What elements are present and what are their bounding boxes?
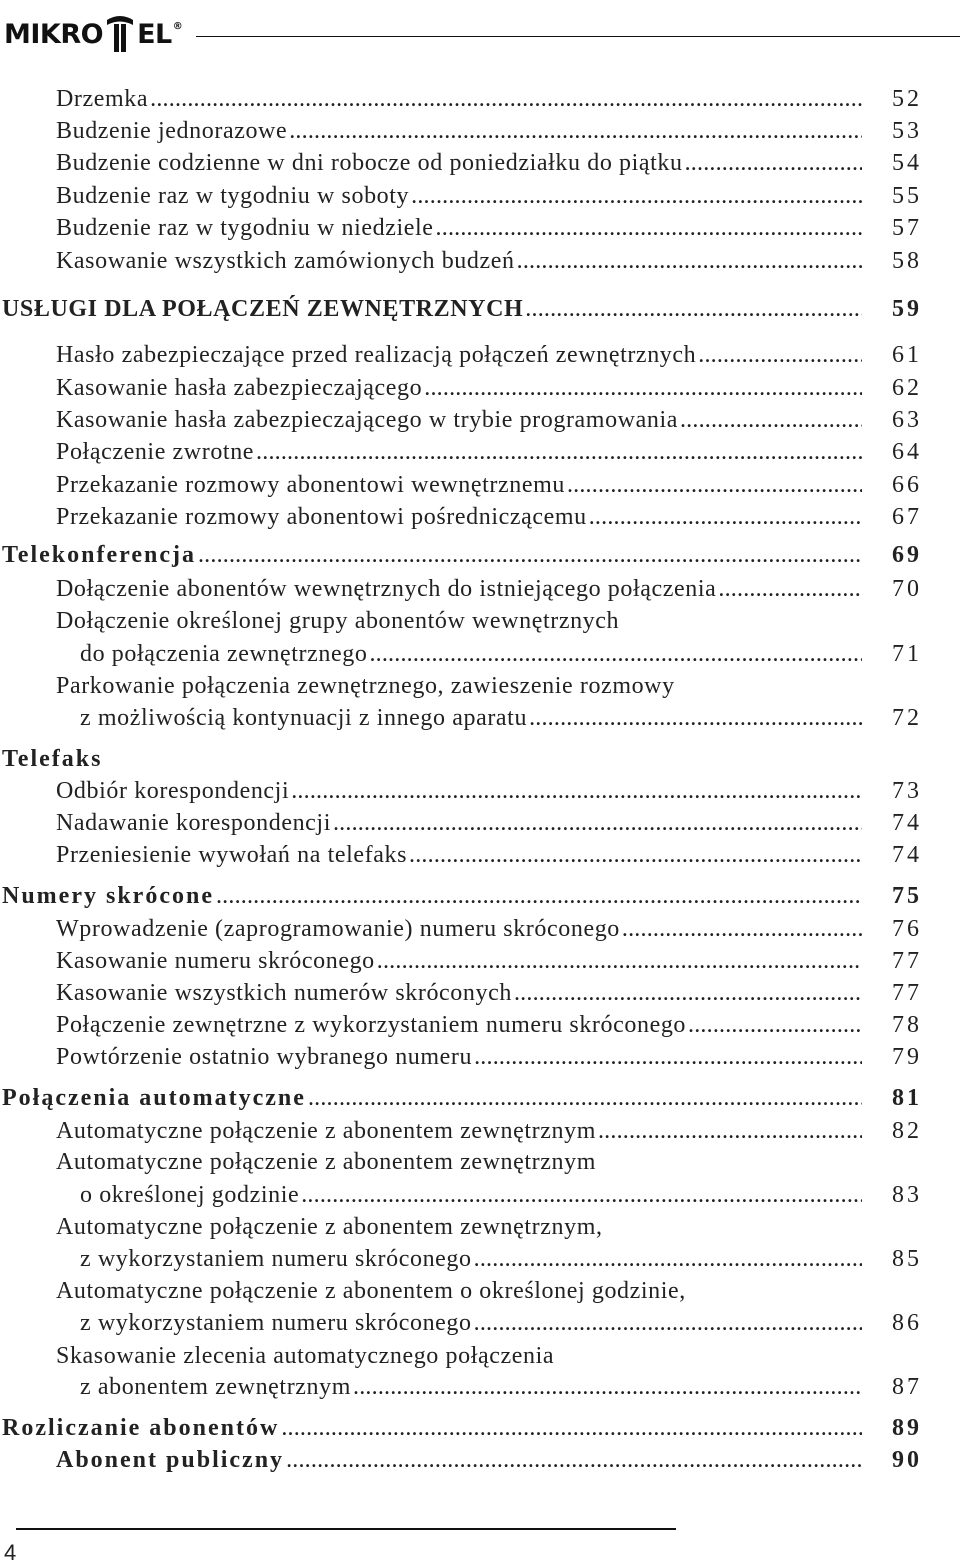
toc-entry[interactable] <box>0 183 960 215</box>
toc-page-number: 62 <box>892 375 922 401</box>
logo-text-right: EL <box>137 18 172 50</box>
toc-text-line: Automatyczne połączenie z abonentem zewnętrznym, <box>56 1214 603 1240</box>
toc-leader-dots <box>216 883 862 910</box>
toc-page-number: 73 <box>892 778 922 804</box>
toc-entry-line <box>56 375 864 402</box>
toc-entry-title: Kasowanie wszystkich zamówionych budzeń <box>56 248 515 274</box>
toc-entry-title: Dołączenie abonentów wewnętrznych do istniejącego połączenia <box>56 576 717 602</box>
toc-page-number: 57 <box>892 215 922 241</box>
toc-leader-dots <box>436 215 862 242</box>
toc-entry[interactable] <box>0 641 960 673</box>
toc-entry-line <box>56 248 864 275</box>
toc-leader-dots <box>198 542 862 569</box>
mikrotel-logo <box>4 14 182 54</box>
toc-section-entry[interactable] <box>0 542 960 574</box>
registered-mark: ® <box>172 20 183 32</box>
toc-entry-line <box>56 342 864 369</box>
toc-entry[interactable] <box>0 472 960 504</box>
toc-section-entry[interactable] <box>0 1415 960 1447</box>
toc-leader-dots <box>474 1246 862 1273</box>
toc-page-number: 81 <box>892 1085 922 1111</box>
toc-entry-title: z wykorzystaniem numeru skróconego <box>80 1246 472 1272</box>
toc-page-number: 61 <box>892 342 922 368</box>
toc-leader-dots <box>289 118 862 145</box>
toc-page-number: 86 <box>892 1310 922 1336</box>
toc-entry-line <box>2 883 864 910</box>
toc-entry-line <box>80 641 864 668</box>
toc-page-number: 70 <box>892 576 922 602</box>
header-rule <box>196 36 960 37</box>
toc-leader-dots <box>517 248 862 275</box>
toc-entry-line <box>2 296 864 323</box>
toc-page-number: 55 <box>892 183 922 209</box>
toc-page-number: 78 <box>892 1012 922 1038</box>
toc-entry[interactable] <box>0 576 960 608</box>
toc-text-line: Automatyczne połączenie z abonentem zewnętrznym <box>56 1149 596 1175</box>
toc-leader-dots <box>409 842 862 869</box>
toc-entry-title: Kasowanie wszystkich numerów skróconych <box>56 980 512 1006</box>
toc-entry-title: Kasowanie hasła zabezpieczającego w trybie programowania <box>56 407 678 433</box>
toc-entry[interactable] <box>0 1182 960 1214</box>
toc-entry-line <box>56 183 864 210</box>
toc-page-number: 74 <box>892 810 922 836</box>
toc-entry-title: Kasowanie numeru skróconego <box>56 948 375 974</box>
toc-entry-title: Kasowanie hasła zabezpieczającego <box>56 375 423 401</box>
toc-page-number: 53 <box>892 118 922 144</box>
toc-entry-title: Rozliczanie abonentów <box>2 1415 280 1441</box>
toc-leader-dots <box>688 1012 862 1039</box>
toc-entry[interactable] <box>0 1044 960 1076</box>
toc-entry-title: Automatyczne połączenie z abonentem zewnętrznym <box>56 1118 596 1144</box>
toc-leader-dots <box>589 504 862 531</box>
page-header <box>0 0 960 60</box>
toc-page-number: 74 <box>892 842 922 868</box>
toc-entry-title: Połączenia automatyczne <box>2 1085 306 1111</box>
toc-entry-line <box>56 576 864 603</box>
toc-entry-line <box>56 778 864 805</box>
toc-entry-line <box>56 980 864 1007</box>
toc-page-number: 77 <box>892 948 922 974</box>
toc-leader-dots <box>256 439 862 466</box>
toc-section-entry[interactable] <box>0 296 960 328</box>
toc-page-number: 59 <box>892 296 922 322</box>
toc-entry-title: USŁUGI DLA POŁĄCZEŃ ZEWNĘTRZNYCH <box>2 296 524 322</box>
toc-page-number: 67 <box>892 504 922 530</box>
toc-entry-title: Przekazanie rozmowy abonentowi wewnętrznemu <box>56 472 565 498</box>
toc-entry-line <box>56 150 864 177</box>
toc-entry-line <box>56 407 864 434</box>
toc-entry-title: z możliwością kontynuacji z innego aparatu <box>80 705 528 731</box>
toc-entry-line <box>2 1085 864 1112</box>
toc-leader-dots <box>291 778 862 805</box>
toc-entry-line <box>56 916 864 943</box>
toc-page-number: 69 <box>892 542 922 568</box>
toc-entry-line <box>56 810 864 837</box>
toc-entry[interactable] <box>0 1118 960 1150</box>
toc-entry-line <box>56 215 864 242</box>
toc-leader-dots <box>150 86 862 113</box>
toc-entry[interactable] <box>0 1310 960 1342</box>
toc-entry-title: z abonentem zewnętrznym <box>80 1374 352 1400</box>
toc-entry-title: Budzenie raz w tygodniu w niedziele <box>56 215 434 241</box>
toc-entry[interactable] <box>0 948 960 980</box>
toc-leader-dots <box>525 296 862 323</box>
toc-entry[interactable] <box>0 916 960 948</box>
toc-entry[interactable] <box>0 980 960 1012</box>
toc-entry-line <box>56 118 864 145</box>
toc-text-line: Parkowanie połączenia zewnętrznego, zawieszenie rozmowy <box>56 673 675 699</box>
toc-entry[interactable] <box>0 248 960 280</box>
toc-entry-title: do połączenia zewnętrznego <box>80 641 368 667</box>
toc-page-number: 58 <box>892 248 922 274</box>
logo-t-mark-icon <box>105 14 135 54</box>
toc-text-line: Skasowanie zlecenia automatycznego połączenia <box>56 1343 555 1369</box>
toc-entry[interactable] <box>0 810 960 842</box>
toc-entry-line <box>80 1182 864 1209</box>
toc-leader-dots <box>281 1415 862 1442</box>
toc-entry[interactable] <box>0 1012 960 1044</box>
toc-leader-dots <box>622 916 862 943</box>
toc-page-number: 72 <box>892 705 922 731</box>
toc-entry-title: o określonej godzinie <box>80 1182 300 1208</box>
toc-leader-dots <box>369 641 862 668</box>
toc-entry[interactable] <box>0 439 960 471</box>
toc-leader-dots <box>353 1374 862 1401</box>
toc-entry[interactable] <box>0 375 960 407</box>
toc-entry-line <box>56 1447 864 1474</box>
toc-leader-dots <box>474 1310 862 1337</box>
toc-entry-line <box>80 1310 864 1337</box>
toc-entry-line <box>80 1374 864 1401</box>
toc-leader-dots <box>308 1085 862 1112</box>
toc-entry-line <box>56 504 864 531</box>
toc-leader-dots <box>514 980 862 1007</box>
toc-entry-title: Nadawanie korespondencji <box>56 810 331 836</box>
toc-leader-dots <box>377 948 862 975</box>
toc-entry[interactable] <box>0 118 960 150</box>
toc-entry[interactable] <box>0 342 960 374</box>
toc-leader-dots <box>529 705 862 732</box>
toc-entry[interactable] <box>0 1246 960 1278</box>
toc-leader-dots <box>685 150 862 177</box>
toc-section-entry[interactable] <box>0 883 960 915</box>
toc-page-number: 77 <box>892 980 922 1006</box>
toc-page-number: 64 <box>892 439 922 465</box>
toc-entry-title: Przeniesienie wywołań na telefaks <box>56 842 408 868</box>
toc-entry[interactable] <box>0 215 960 247</box>
toc-entry[interactable] <box>0 407 960 439</box>
page-number: 4 <box>4 1540 17 1565</box>
toc-entry-title: Hasło zabezpieczające przed realizacją połączeń zewnętrznych <box>56 342 697 368</box>
toc-leader-dots <box>567 472 862 499</box>
toc-entry-line <box>56 472 864 499</box>
toc-entry[interactable] <box>0 86 960 118</box>
toc-page-number: 54 <box>892 150 922 176</box>
toc-page-number: 63 <box>892 407 922 433</box>
toc-text-line: Automatyczne połączenie z abonentem o określonej godzinie, <box>56 1278 686 1304</box>
toc-page-number: 85 <box>892 1246 922 1272</box>
toc-entry[interactable] <box>0 842 960 874</box>
toc-entry-title: Odbiór korespondencji <box>56 778 290 804</box>
toc-page-number: 52 <box>892 86 922 112</box>
toc-entry[interactable] <box>0 1447 960 1479</box>
toc-leader-dots <box>301 1182 862 1209</box>
toc-entry-line <box>56 439 864 466</box>
toc-entry-line <box>80 1246 864 1273</box>
toc-entry-title: Połączenie zwrotne <box>56 439 255 465</box>
toc-leader-dots <box>474 1044 862 1071</box>
toc-page-number: 66 <box>892 472 922 498</box>
toc-entry-title: Budzenie codzienne w dni robocze od poniedziałku do piątku <box>56 150 683 176</box>
toc-entry-line <box>56 1012 864 1039</box>
toc-leader-dots <box>598 1118 862 1145</box>
toc-entry-line <box>2 542 864 569</box>
toc-entry-title: Przekazanie rozmowy abonentowi pośredniczącemu <box>56 504 587 530</box>
toc-entry[interactable] <box>0 705 960 737</box>
toc-leader-dots <box>718 576 862 603</box>
toc-leader-dots <box>680 407 862 434</box>
toc-page-number: 87 <box>892 1374 922 1400</box>
toc-entry[interactable] <box>0 150 960 182</box>
toc-leader-dots <box>333 810 862 837</box>
toc-entry[interactable] <box>0 1374 960 1406</box>
toc-leader-dots <box>411 183 862 210</box>
toc-entry-title: Budzenie raz w tygodniu w soboty <box>56 183 410 209</box>
toc-entry[interactable] <box>0 504 960 536</box>
toc-entry[interactable] <box>0 778 960 810</box>
toc-section-heading: Telefaks <box>2 746 103 772</box>
toc-page-number: 71 <box>892 641 922 667</box>
toc-page-number: 79 <box>892 1044 922 1070</box>
toc-entry-title: Wprowadzenie (zaprogramowanie) numeru skróconego <box>56 916 620 942</box>
toc-entry-title: Telekonferencja <box>2 542 196 568</box>
toc-entry-line <box>80 705 864 732</box>
toc-page-number: 75 <box>892 883 922 909</box>
toc-entry-line <box>56 86 864 113</box>
toc-entry-title: Połączenie zewnętrzne z wykorzystaniem numeru skróconego <box>56 1012 687 1038</box>
logo-text-left: MIKRO <box>4 18 104 50</box>
toc-section-entry[interactable] <box>0 1085 960 1117</box>
toc-entry-title: Abonent publiczny <box>56 1447 285 1473</box>
toc-entry-title: Numery skrócone <box>2 883 214 909</box>
toc-page-number: 89 <box>892 1415 922 1441</box>
toc-leader-dots <box>424 375 862 402</box>
footer-rule <box>16 1528 676 1530</box>
toc-leader-dots <box>698 342 862 369</box>
toc-page-number: 83 <box>892 1182 922 1208</box>
toc-entry-line <box>2 1415 864 1442</box>
toc-entry-line <box>56 948 864 975</box>
toc-entry-title: Powtórzenie ostatnio wybranego numeru <box>56 1044 473 1070</box>
toc-entry-title: z wykorzystaniem numeru skróconego <box>80 1310 472 1336</box>
toc-leader-dots <box>286 1447 862 1474</box>
toc-entry-line <box>56 1044 864 1071</box>
toc-entry-title: Drzemka <box>56 86 149 112</box>
toc-entry-line <box>56 1118 864 1145</box>
toc-page-number: 76 <box>892 916 922 942</box>
toc-text-line: Dołączenie określonej grupy abonentów wewnętrznych <box>56 608 620 634</box>
toc-page-number: 90 <box>892 1447 922 1473</box>
toc-entry-line <box>56 842 864 869</box>
toc-entry-title: Budzenie jednorazowe <box>56 118 288 144</box>
toc-page-number: 82 <box>892 1118 922 1144</box>
